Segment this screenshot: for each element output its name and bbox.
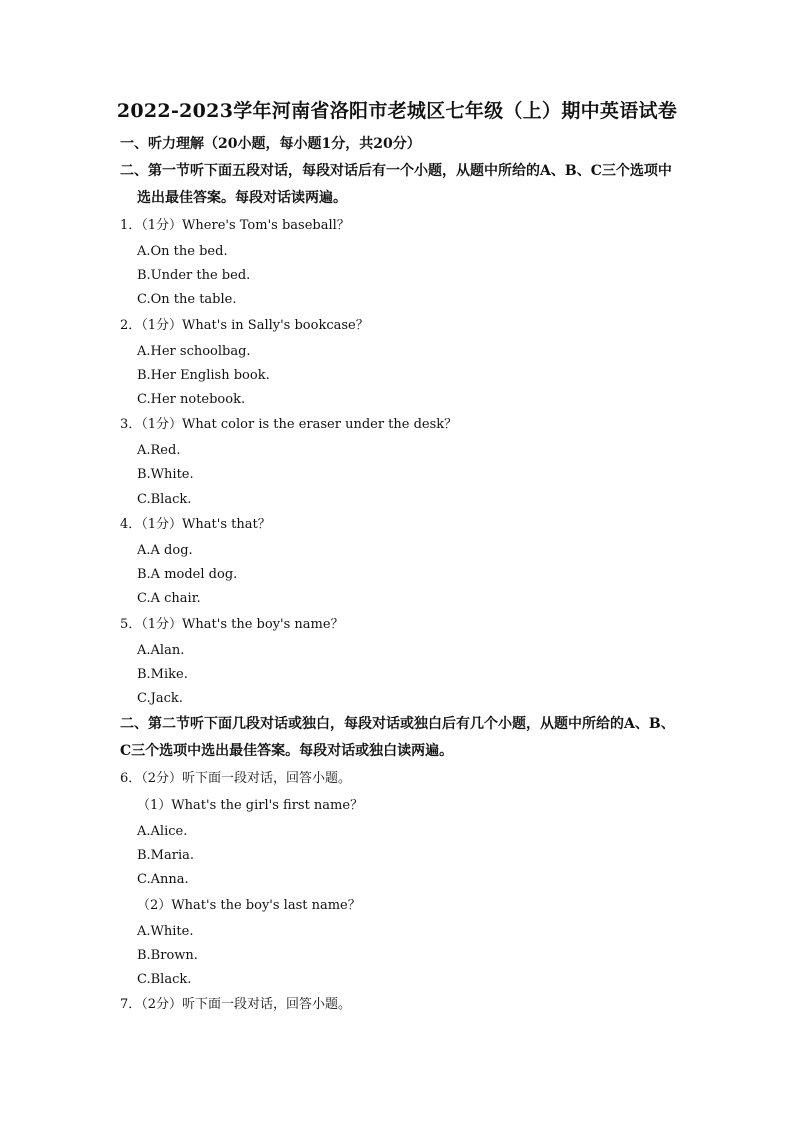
question-number: 5．（1分）	[120, 617, 183, 632]
question-text: 听下面一段对话，回答小题。	[182, 997, 352, 1012]
sub-text: What's the boy's last name？	[171, 898, 361, 913]
q1-option-b: B.Under the bed.	[137, 268, 251, 283]
q6-sub-1	[137, 798, 363, 814]
q4-option-c: C.A chair.	[137, 591, 201, 606]
q2-option-c: C.Her notebook.	[137, 392, 246, 407]
question-number: 3．（1分）	[120, 417, 183, 432]
q6-1-option-a: A.Alice.	[137, 824, 188, 839]
section2-instruction-line1: 二、第二节听下面几段对话或独白，每段对话或独白后有几个小题，从题中所给的A、B、	[120, 716, 675, 732]
q4-option-a: A.A dog.	[137, 543, 193, 558]
question-number: 1．（1分）	[120, 218, 183, 233]
q3-option-c: C.Black.	[137, 492, 192, 507]
section1-instruction-line2: 选出最佳答案。每段对话读两遍。	[137, 190, 347, 206]
question-7	[120, 997, 351, 1013]
question-number: 4．（1分）	[120, 517, 183, 532]
question-text: 听下面一段对话，回答小题。	[182, 771, 352, 786]
q5-option-a: A.Alan.	[137, 643, 185, 658]
question-text: What's that？	[182, 517, 271, 532]
question-6	[120, 771, 351, 787]
question-2	[120, 318, 369, 334]
question-text: What's in Sally's bookcase？	[182, 318, 369, 333]
q6-1-option-b: B.Maria.	[137, 848, 195, 863]
sub-label: （2）	[137, 898, 172, 913]
q3-option-b: B.White.	[137, 467, 194, 482]
q6-1-option-c: C.Anna.	[137, 872, 189, 887]
sub-label: （1）	[137, 798, 172, 813]
q3-option-a: A.Red.	[137, 443, 181, 458]
exam-title: 2022-2023学年河南省洛阳市老城区七年级（上）期中英语试卷	[116, 100, 678, 122]
question-number: 7．（2分）	[120, 997, 183, 1012]
q5-option-b: B.Mike.	[137, 667, 188, 682]
section1-instruction-line1: 二、第一节听下面五段对话，每段对话后有一个小题，从题中所给的A、B、C三个选项中	[120, 163, 672, 179]
part-heading: 一、听力理解（20小题，每小题1分，共20分）	[120, 136, 421, 152]
q6-2-option-c: C.Black.	[137, 972, 192, 987]
q1-option-c: C.On the table.	[137, 292, 237, 307]
q2-option-a: A.Her schoolbag.	[137, 344, 251, 359]
q6-2-option-a: A.White.	[137, 924, 194, 939]
question-text: Where's Tom's baseball？	[182, 218, 350, 233]
sub-text: What's the girl's first name？	[171, 798, 364, 813]
question-4	[120, 517, 271, 533]
q2-option-b: B.Her English book.	[137, 368, 270, 383]
question-3	[120, 417, 457, 433]
question-5	[120, 617, 344, 633]
q1-option-a: A.On the bed.	[137, 244, 228, 259]
q6-sub-2	[137, 898, 361, 914]
question-number: 2．（1分）	[120, 318, 183, 333]
question-text: What color is the eraser under the desk？	[182, 417, 458, 432]
question-number: 6．（2分）	[120, 771, 183, 786]
question-1	[120, 218, 350, 234]
q5-option-c: C.Jack.	[137, 691, 183, 706]
q4-option-b: B.A model dog.	[137, 567, 238, 582]
question-text: What's the boy's name？	[182, 617, 344, 632]
q6-2-option-b: B.Brown.	[137, 948, 198, 963]
section2-instruction-line2: C三个选项中选出最佳答案。每段对话或独白读两遍。	[120, 743, 454, 759]
